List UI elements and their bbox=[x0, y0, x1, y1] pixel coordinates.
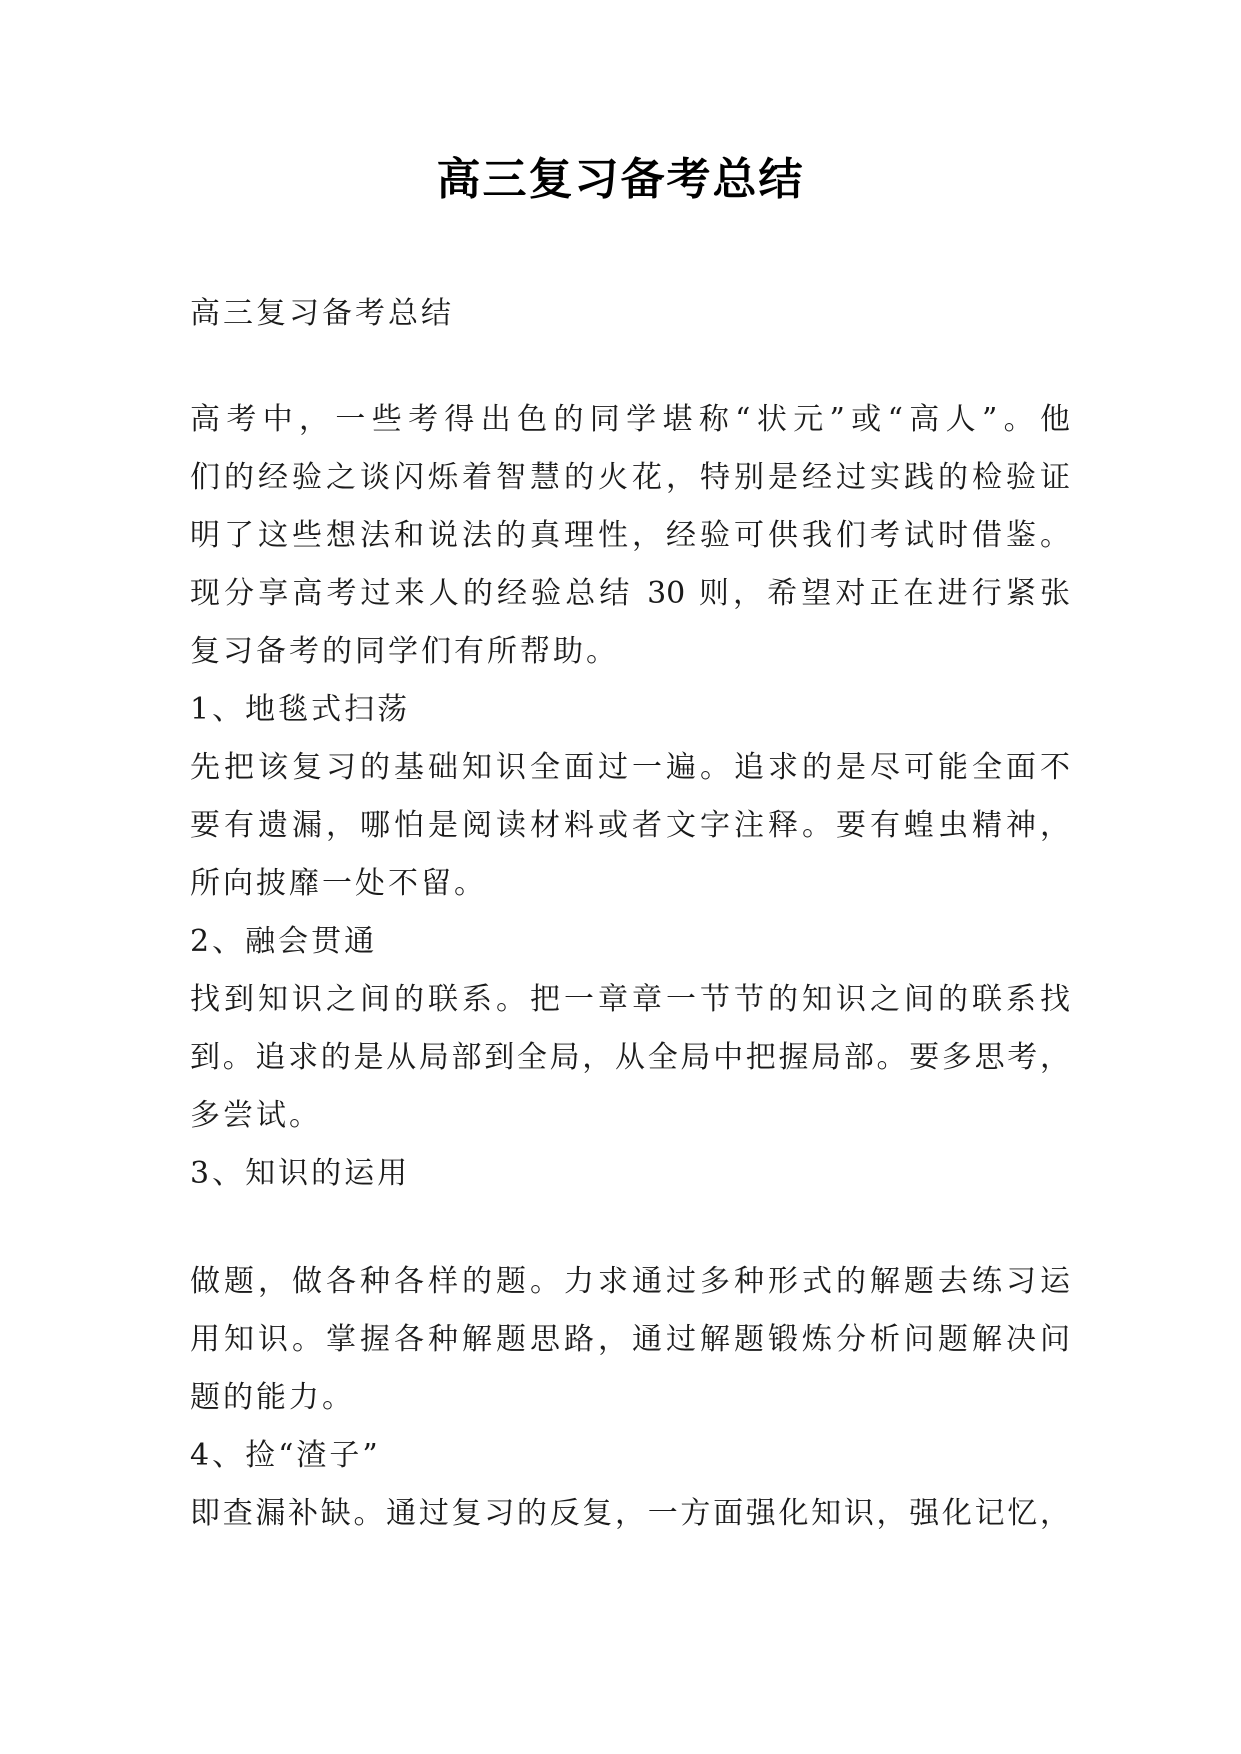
spacer bbox=[190, 343, 1070, 391]
intro-line: 高考中，一些考得出色的同学堪称“状元”或“高人”。他 bbox=[190, 402, 1070, 437]
intro-line: 们的经验之谈闪烁着智慧的火花，特别是经过实践的检验证 bbox=[190, 460, 1070, 495]
document-subtitle: 高三复习备考总结 bbox=[190, 296, 454, 331]
section-line: 要有遗漏，哪怕是阅读材料或者文字注释。要有蝗虫精神， bbox=[190, 808, 1070, 843]
section-heading: 2、融会贯通 bbox=[190, 924, 378, 959]
intro-line: 复习备考的同学们有所帮助。 bbox=[190, 634, 619, 669]
section-line: 题的能力。 bbox=[190, 1380, 355, 1415]
document-body bbox=[190, 285, 1070, 1543]
section-heading: 4、捡“渣子” bbox=[190, 1438, 381, 1473]
spacer bbox=[190, 1203, 1070, 1253]
section-heading: 3、知识的运用 bbox=[190, 1156, 411, 1191]
section-line: 先把该复习的基础知识全面过一遍。追求的是尽可能全面不 bbox=[190, 750, 1070, 785]
intro-line: 现分享高考过来人的经验总结 30 则，希望对正在进行紧张 bbox=[190, 576, 1070, 611]
section-heading: 1、地毯式扫荡 bbox=[190, 692, 411, 727]
section-line: 多尝试。 bbox=[190, 1098, 322, 1133]
section-line: 用知识。掌握各种解题思路，通过解题锻炼分析问题解决问 bbox=[190, 1322, 1070, 1357]
section-line: 做题，做各种各样的题。力求通过多种形式的解题去练习运 bbox=[190, 1264, 1070, 1299]
section-line: 即查漏补缺。通过复习的反复，一方面强化知识，强化记忆， bbox=[190, 1496, 1070, 1531]
intro-line: 明了这些想法和说法的真理性，经验可供我们考试时借鉴。 bbox=[190, 518, 1070, 553]
section-line: 所向披靡一处不留。 bbox=[190, 866, 487, 901]
section-line: 到。追求的是从局部到全局，从全局中把握局部。要多思考， bbox=[190, 1040, 1070, 1075]
section-line: 找到知识之间的联系。把一章章一节节的知识之间的联系找 bbox=[190, 982, 1070, 1017]
document-title: 高三复习备考总结 bbox=[436, 154, 805, 205]
